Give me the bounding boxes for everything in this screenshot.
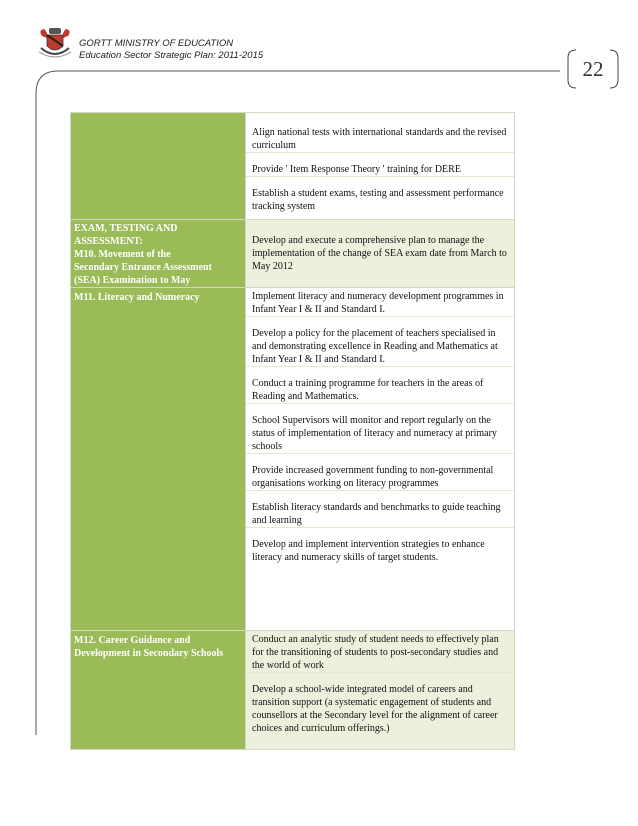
action-item: Implement literacy and numeracy development programmes in Infant Year I & II and Standard I. xyxy=(246,290,514,317)
objective-cell xyxy=(71,220,246,288)
coat-of-arms-icon xyxy=(36,26,74,62)
objective-label: M11. Literacy and Numeracy xyxy=(74,292,200,303)
objective-cell xyxy=(71,113,246,220)
ministry-name: GORTT MINISTRY OF EDUCATION xyxy=(79,38,234,49)
actions-cell xyxy=(246,220,515,288)
objective-label: M12. Career Guidance and Development in Secondary Schools xyxy=(74,635,224,659)
action-item: Provide increased government funding to non-governmental organisations working on literacy programmes xyxy=(246,464,514,491)
action-item: Develop a school-wide integrated model of careers and transition support (a systematic engagement of students and counsellors at the Secondary level for the alignment of career choices and curriculum offerings.) xyxy=(252,684,498,734)
action-item: Establish a student exams, testing and assessment performance tracking system xyxy=(252,188,504,212)
actions-cell xyxy=(246,113,515,220)
objective-label-line: EXAM, TESTING AND xyxy=(74,223,178,234)
table-row xyxy=(71,220,515,288)
page-number: 22 xyxy=(582,57,604,81)
action-item: Conduct an analytic study of student needs to effectively plan for the transitioning of students to post-secondary studies and the world of work xyxy=(246,633,514,673)
objective-label-line: (SEA) Examination to May xyxy=(74,275,191,286)
table-row xyxy=(71,288,515,631)
objective-cell xyxy=(71,631,246,750)
action-item: Provide ' Item Response Theory ' training for DERE xyxy=(246,163,514,177)
table-row xyxy=(71,113,515,220)
action-item: Develop and execute a comprehensive plan to manage the implementation of the change of SEA exam date from March to May 2012 xyxy=(252,235,507,272)
table-row xyxy=(71,631,515,750)
objective-label xyxy=(71,113,245,116)
plan-title: Education Sector Strategic Plan: 2011-2015 xyxy=(79,50,264,61)
objective-cell xyxy=(71,288,246,631)
objective-label-line: M10. Movement of the xyxy=(74,249,171,260)
objective-label-line: ASSESSMENT: xyxy=(74,236,143,247)
strategy-table xyxy=(70,112,515,750)
actions-cell xyxy=(246,288,515,631)
action-item: Align national tests with international standards and the revised curriculum xyxy=(246,126,514,153)
objective-label-line: Secondary Entrance Assessment xyxy=(74,262,212,273)
actions-cell xyxy=(246,631,515,750)
action-item: Establish literacy standards and benchmarks to guide teaching and learning xyxy=(246,501,514,528)
action-item: School Supervisors will monitor and report regularly on the status of implementation of literacy and numeracy at primary schools xyxy=(246,414,514,454)
action-item: Develop and implement intervention strategies to enhance literacy and numeracy skills of target students. xyxy=(252,539,485,563)
action-item: Develop a policy for the placement of teachers specialised in and demonstrating excellence in Reading and Mathematics at Infant Year I & II and Standard I. xyxy=(246,327,514,367)
action-item: Conduct a training programme for teachers in the areas of Reading and Mathematics. xyxy=(246,377,514,404)
